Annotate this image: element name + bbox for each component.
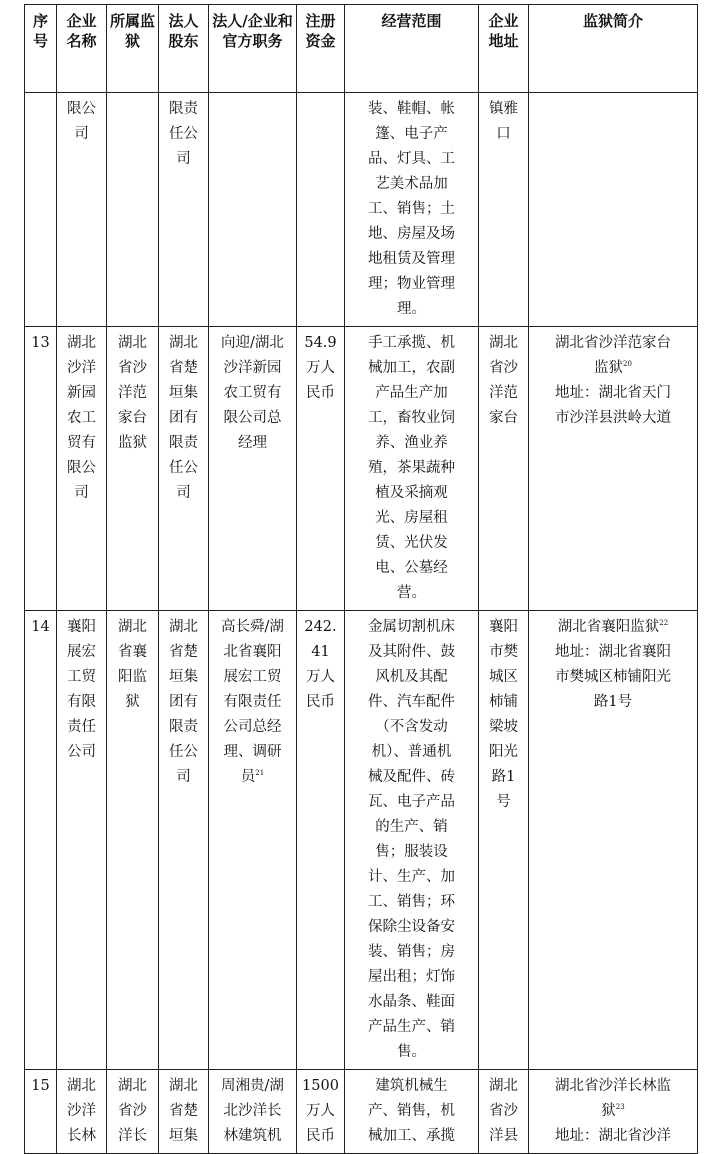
cell-line: 沙洋 [67, 1103, 96, 1119]
cell-line: 号 [496, 794, 511, 810]
footnote-mark: 22 [659, 619, 669, 628]
cell-line: 建筑机械生 [375, 1078, 448, 1094]
cell-line: 员$^{21}$ [240, 769, 265, 785]
cell-address [479, 93, 529, 327]
cell-line: 湖北省襄阳监狱$^{22}$ [557, 619, 669, 635]
cell-line: 限公 [67, 101, 96, 117]
cell-line: 周湘贵/湖 [221, 1078, 284, 1094]
cell-intro [529, 327, 698, 611]
header-seq: 序号 [25, 5, 57, 93]
cell-line: 责任 [67, 719, 96, 735]
header-capital: 注册资金 [297, 5, 345, 93]
cell-capital [297, 93, 345, 327]
cell-line: 有限 [67, 694, 96, 710]
cell-line: 品、灯具、工 [368, 151, 455, 167]
cell-line: 垣集 [169, 669, 198, 685]
cell-scope [345, 93, 479, 327]
cell-line: 展宏工贸 [223, 669, 282, 685]
cell-line: 有限责任 [223, 694, 282, 710]
cell-line: 司 [176, 485, 191, 501]
cell-prison [107, 93, 159, 327]
cell-line: 路1号 [593, 694, 633, 710]
cell-line: 地、房屋及场 [368, 226, 455, 242]
cell-line: 省楚 [169, 644, 198, 660]
cell-line: 家台 [118, 410, 147, 426]
cell-prison [107, 611, 159, 1070]
cell-line: 产品生产、销 [368, 1019, 455, 1035]
cell-line: 团有 [169, 694, 198, 710]
cell-line: 柿铺 [489, 694, 518, 710]
cell-line: 襄阳 [67, 619, 96, 635]
cell-line: 地址：湖北省沙洋 [555, 1128, 671, 1144]
cell-line: 装、鞋帽、帐 [368, 101, 455, 117]
cell-rep [209, 93, 297, 327]
cell-intro [529, 93, 698, 327]
header-prison: 所属监狱 [107, 5, 159, 93]
cell-seq: 14 [25, 611, 57, 1070]
cell-line: 装、销售；房 [368, 944, 455, 960]
cell-line: 新园 [67, 385, 96, 401]
cell-line: 金属切割机床 [368, 619, 455, 635]
cell-line: 限责 [169, 101, 198, 117]
cell-line: 理；物业管理 [368, 276, 455, 292]
cell-line: 湖北 [118, 619, 147, 635]
cell-line: 民币 [306, 694, 335, 710]
cell-line: 营。 [397, 585, 426, 601]
cell-line: 工、销售；土 [368, 201, 455, 217]
cell-line: 北省襄阳 [223, 644, 282, 660]
cell-line: 狱 [125, 694, 140, 710]
cell-line: 狱$^{23}$ [601, 1103, 625, 1119]
cell-line: 限责 [169, 435, 198, 451]
footnote-mark: 20 [623, 360, 632, 369]
cell-line: 省楚 [169, 1103, 198, 1119]
cell-line: 产品生产加 [375, 385, 448, 401]
cell-line: 限公 [67, 460, 96, 476]
cell-capital [297, 611, 345, 1070]
cell-line: 湖北省沙洋长林监 [555, 1078, 671, 1094]
cell-line: 团有 [169, 410, 198, 426]
cell-line: 农工贸有 [223, 385, 282, 401]
cell-line: 洋范 [118, 385, 147, 401]
cell-line: 公司 [67, 744, 96, 760]
cell-seq [25, 93, 57, 327]
cell-line: 保除尘设备安 [368, 919, 455, 935]
cell-line: 湖北 [118, 1078, 147, 1094]
cell-line: 市樊 [489, 644, 518, 660]
footnote-mark: 21 [255, 769, 265, 778]
cell-rep [209, 611, 297, 1070]
cell-line: 家台 [489, 410, 518, 426]
cell-name [57, 611, 107, 1070]
cell-line: 械加工，农副 [368, 360, 455, 376]
cell-line: 篷、电子产 [375, 126, 448, 142]
cell-line: 民币 [306, 385, 335, 401]
cell-line: 工、销售；环 [368, 894, 455, 910]
cell-line: 梁坡 [489, 719, 518, 735]
cell-line: 件、汽车配件 [368, 694, 455, 710]
cell-line: 沙洋 [67, 360, 96, 376]
cell-line: 沙洋新园 [223, 360, 282, 376]
cell-line: 湖北 [169, 1078, 198, 1094]
cell-line: 艺美术品加 [375, 176, 448, 192]
cell-line: 洋长 [118, 1128, 147, 1144]
cell-line: 54.9 [304, 335, 337, 351]
cell-line: 监狱 [118, 435, 147, 451]
cell-line: 司 [176, 769, 191, 785]
cell-line: 植及采摘观 [375, 485, 448, 501]
cell-rep [209, 327, 297, 611]
cell-line: 任公 [169, 126, 198, 142]
cell-address [479, 1070, 529, 1154]
cell-line: 垣集 [169, 385, 198, 401]
cell-line: 湖北 [169, 335, 198, 351]
cell-line: 风机及其配 [375, 669, 448, 685]
cell-line: 电、公墓经 [375, 560, 448, 576]
cell-line: 高长舜/湖 [221, 619, 284, 635]
cell-line: 手工承揽、机 [368, 335, 455, 351]
cell-scope [345, 611, 479, 1070]
cell-line: 地址：湖北省襄阳 [555, 644, 671, 660]
cell-line: 经理 [238, 435, 267, 451]
cell-line: 贸有 [67, 435, 96, 451]
cell-line: 工，畜牧业饲 [368, 410, 455, 426]
cell-line: （不含发动 [375, 719, 448, 735]
cell-line: 屋出租；灯饰 [368, 969, 455, 985]
cell-line: 湖北 [67, 335, 96, 351]
cell-line: 理、调研 [223, 744, 282, 760]
cell-line: 赁、光伏发 [375, 535, 448, 551]
header-name: 企业名称 [57, 5, 107, 93]
cell-line: 及其附件、鼓 [368, 644, 455, 660]
cell-line: 长林 [67, 1128, 96, 1144]
footnote-mark: 23 [615, 1103, 625, 1112]
cell-line: 湖北 [169, 619, 198, 635]
cell-line: 垣集 [169, 1128, 198, 1144]
cell-line: 万人 [306, 669, 335, 685]
header-intro: 监狱简介 [529, 5, 698, 93]
cell-line: 售；服装设 [375, 844, 448, 860]
cell-line: 限公司总 [223, 410, 282, 426]
cell-line: 地址：湖北省天门 [555, 385, 671, 401]
cell-line: 省楚 [169, 360, 198, 376]
cell-line: 机）、普通机 [371, 744, 452, 760]
cell-name [57, 327, 107, 611]
cell-address [479, 327, 529, 611]
cell-line: 的生产、销 [375, 819, 448, 835]
table-header-row [25, 5, 698, 93]
cell-name [57, 93, 107, 327]
header-rep: 法人/企业和官方职务 [209, 5, 297, 93]
cell-line: 任公 [169, 744, 198, 760]
cell-owner [159, 611, 209, 1070]
cell-line: 限责 [169, 719, 198, 735]
cell-address [479, 611, 529, 1070]
cell-line: 司 [74, 485, 89, 501]
cell-line: 湖北 [489, 1078, 518, 1094]
cell-line: 万人 [306, 360, 335, 376]
cell-line: 省沙 [118, 1103, 147, 1119]
cell-line: 光、房屋租 [375, 510, 448, 526]
cell-line: 襄阳 [489, 619, 518, 635]
cell-line: 省襄 [118, 644, 147, 660]
cell-line: 41 [311, 644, 330, 660]
cell-line: 任公 [169, 460, 198, 476]
cell-line: 湖北省沙洋范家台 [555, 335, 671, 351]
cell-line: 产、销售，机 [368, 1103, 455, 1119]
cell-line: 殖，茶果蔬种 [368, 460, 455, 476]
table-row [25, 611, 698, 1070]
cell-owner [159, 93, 209, 327]
cell-line: 阳监 [118, 669, 147, 685]
cell-line: 理。 [397, 301, 426, 317]
cell-line: 北沙洋长 [223, 1103, 282, 1119]
cell-line: 万人 [306, 1103, 335, 1119]
enterprise-table [24, 4, 698, 1154]
header-address: 企业地址 [479, 5, 529, 93]
cell-line: 向迎/湖北 [221, 335, 284, 351]
table-row [25, 327, 698, 611]
cell-line: 械及配件、砖 [368, 769, 455, 785]
cell-line: 镇雅 [489, 101, 518, 117]
cell-line: 林建筑机 [223, 1128, 282, 1144]
cell-line: 1500 [302, 1078, 339, 1094]
cell-intro [529, 611, 698, 1070]
cell-line: 洋范 [489, 385, 518, 401]
cell-line: 民币 [306, 1128, 335, 1144]
cell-line: 省沙 [489, 1103, 518, 1119]
cell-seq: 13 [25, 327, 57, 611]
cell-line: 工贸 [67, 669, 96, 685]
cell-line: 展宏 [67, 644, 96, 660]
cell-line: 瓦、电子产品 [368, 794, 455, 810]
cell-prison [107, 1070, 159, 1154]
cell-line: 湖北 [489, 335, 518, 351]
cell-line: 械加工、承揽 [368, 1128, 455, 1144]
cell-line: 司 [176, 151, 191, 167]
cell-line: 监狱$^{20}$ [594, 360, 632, 376]
header-scope: 经营范围 [345, 5, 479, 93]
cell-line: 路1 [491, 769, 516, 785]
cell-line: 省沙 [489, 360, 518, 376]
table-row [25, 1070, 698, 1154]
cell-line: 农工 [67, 410, 96, 426]
cell-line: 湖北 [118, 335, 147, 351]
cell-line: 市樊城区柿铺阳光 [555, 669, 671, 685]
cell-line: 养、渔业养 [375, 435, 448, 451]
cell-line: 地租赁及管理 [368, 251, 455, 267]
cell-line: 计、生产、加 [368, 869, 455, 885]
cell-owner [159, 1070, 209, 1154]
cell-line: 售。 [397, 1044, 426, 1060]
cell-line: 水晶条、鞋面 [368, 994, 455, 1010]
cell-line: 省沙 [118, 360, 147, 376]
cell-seq: 15 [25, 1070, 57, 1154]
cell-line: 公司总经 [223, 719, 282, 735]
cell-rep [209, 1070, 297, 1154]
cell-line: 城区 [489, 669, 518, 685]
cell-line: 湖北 [67, 1078, 96, 1094]
cell-capital [297, 1070, 345, 1154]
cell-name [57, 1070, 107, 1154]
cell-line: 洋县 [489, 1128, 518, 1144]
cell-prison [107, 327, 159, 611]
cell-scope [345, 1070, 479, 1154]
cell-line: 242. [304, 619, 337, 635]
cell-scope [345, 327, 479, 611]
cell-line: 司 [74, 126, 89, 142]
cell-line: 市沙洋县洪岭大道 [555, 410, 671, 426]
cell-intro [529, 1070, 698, 1154]
table-row [25, 93, 698, 327]
cell-line: 口 [496, 126, 511, 142]
cell-line: 阳光 [489, 744, 518, 760]
cell-capital [297, 327, 345, 611]
header-owner: 法人股东 [159, 5, 209, 93]
cell-owner [159, 327, 209, 611]
